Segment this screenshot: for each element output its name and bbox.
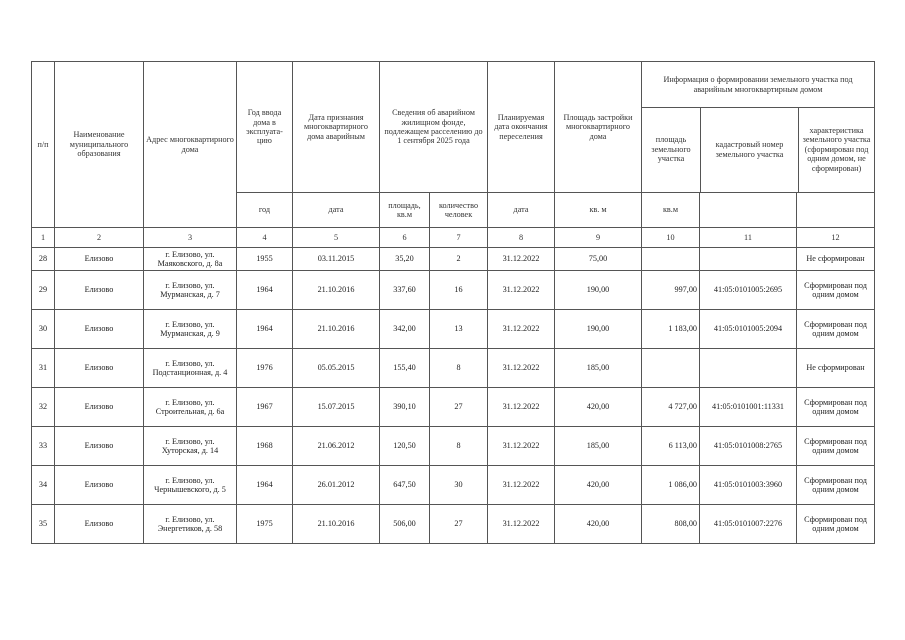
cell-land-area: 1 183,00	[642, 310, 700, 349]
cell-row-number: 33	[32, 427, 55, 466]
cell-emergency-date: 21.10.2016	[293, 310, 380, 349]
cell-municipality: Елизово	[55, 271, 144, 310]
cell-land-status: Сформирован под одним домом	[797, 427, 875, 466]
cell-municipality: Елизово	[55, 349, 144, 388]
header-land-plot-subcolumns	[642, 108, 874, 192]
cell-address: г. Елизово, ул. Подстанционная, д. 4	[144, 349, 237, 388]
cell-year-built: 1975	[237, 505, 293, 544]
cell-row-number: 31	[32, 349, 55, 388]
cell-year-built: 1968	[237, 427, 293, 466]
cell-emergency-date: 21.10.2016	[293, 271, 380, 310]
cell-building-area: 190,00	[555, 310, 642, 349]
table-row	[32, 388, 875, 427]
cell-row-number: 35	[32, 505, 55, 544]
cell-emergency-date: 03.11.2015	[293, 248, 380, 271]
column-number: 1	[32, 228, 55, 248]
cell-land-area	[642, 349, 700, 388]
column-number: 7	[430, 228, 488, 248]
cell-land-status: Не сформирован	[797, 349, 875, 388]
cell-year-built: 1964	[237, 271, 293, 310]
column-number-row	[32, 228, 875, 248]
cell-year-built: 1964	[237, 466, 293, 505]
table-row	[32, 271, 875, 310]
cell-address: г. Елизово, ул. Чернышевского, д. 5	[144, 466, 237, 505]
cell-people: 16	[430, 271, 488, 310]
cell-building-area: 185,00	[555, 349, 642, 388]
cell-planned-date: 31.12.2022	[488, 505, 555, 544]
cell-building-area: 420,00	[555, 505, 642, 544]
unit-year: год	[237, 193, 293, 228]
cell-area: 506,00	[380, 505, 430, 544]
unit-land-area: кв.м	[642, 193, 700, 228]
cell-land-area: 808,00	[642, 505, 700, 544]
cell-planned-date: 31.12.2022	[488, 427, 555, 466]
cell-row-number: 28	[32, 248, 55, 271]
cell-land-area: 997,00	[642, 271, 700, 310]
cell-area: 337,60	[380, 271, 430, 310]
unit-date: дата	[293, 193, 380, 228]
cell-year-built: 1964	[237, 310, 293, 349]
cell-emergency-date: 21.10.2016	[293, 505, 380, 544]
cell-land-status: Сформирован под одним домом	[797, 310, 875, 349]
cell-cadastral-number: 41:05:0101003:3960	[700, 466, 797, 505]
cell-year-built: 1976	[237, 349, 293, 388]
cell-municipality: Елизово	[55, 310, 144, 349]
unit-status-empty	[797, 193, 875, 228]
header-year-built: Год ввода дома в эксплуата-цию	[237, 62, 293, 193]
cell-address: г. Елизово, ул. Мурманская, д. 9	[144, 310, 237, 349]
column-number: 12	[797, 228, 875, 248]
cell-building-area: 185,00	[555, 427, 642, 466]
column-number: 9	[555, 228, 642, 248]
cell-land-status: Сформирован под одним домом	[797, 388, 875, 427]
cell-address: г. Елизово, ул. Строительная, д. 6а	[144, 388, 237, 427]
cell-municipality: Елизово	[55, 466, 144, 505]
cell-planned-date: 31.12.2022	[488, 248, 555, 271]
cell-land-status: Сформирован под одним домом	[797, 271, 875, 310]
cell-area: 155,40	[380, 349, 430, 388]
cell-address: г. Елизово, ул. Маяковского, д. 8а	[144, 248, 237, 271]
cell-cadastral-number: 41:05:0101005:2094	[700, 310, 797, 349]
cell-address: г. Елизово, ул. Мурманская, д. 7	[144, 271, 237, 310]
table-row	[32, 349, 875, 388]
cell-land-area: 6 113,00	[642, 427, 700, 466]
cell-cadastral-number: 41:05:0101007:2276	[700, 505, 797, 544]
housing-registry-table	[31, 61, 875, 544]
cell-cadastral-number: 41:05:0101008:2765	[700, 427, 797, 466]
cell-building-area: 190,00	[555, 271, 642, 310]
cell-planned-date: 31.12.2022	[488, 271, 555, 310]
header-emergency-date: Дата признания многоквартирного дома аварийным	[293, 62, 380, 193]
cell-municipality: Елизово	[55, 427, 144, 466]
cell-year-built: 1955	[237, 248, 293, 271]
cell-area: 390,10	[380, 388, 430, 427]
unit-planned-date: дата	[488, 193, 555, 228]
header-land-status: характеристика земельного участка (сформирован под одним домом, не сформирован)	[802, 125, 871, 173]
header-cadastral-number: кадастровый номер земельного участка	[701, 108, 799, 192]
unit-cadastral-empty	[700, 193, 797, 228]
cell-area: 342,00	[380, 310, 430, 349]
cell-people: 13	[430, 310, 488, 349]
cell-cadastral-number	[700, 248, 797, 271]
column-number: 8	[488, 228, 555, 248]
table-row	[32, 248, 875, 271]
unit-area: площадь, кв.м	[380, 193, 430, 228]
cell-building-area: 420,00	[555, 466, 642, 505]
cell-land-area: 1 086,00	[642, 466, 700, 505]
cell-municipality: Елизово	[55, 505, 144, 544]
unit-people: количество человек	[430, 193, 488, 228]
header-land-plot-title: Информация о формировании земельного участка под аварийным многоквартирным домом	[642, 63, 874, 108]
cell-land-status: Не сформирован	[797, 248, 875, 271]
cell-row-number: 30	[32, 310, 55, 349]
column-number: 4	[237, 228, 293, 248]
cell-address: г. Елизово, ул. Энергетиков, д. 58	[144, 505, 237, 544]
column-number: 3	[144, 228, 237, 248]
cell-people: 8	[430, 349, 488, 388]
cell-area: 647,50	[380, 466, 430, 505]
cell-emergency-date: 05.05.2015	[293, 349, 380, 388]
cell-row-number: 32	[32, 388, 55, 427]
cell-area: 120,50	[380, 427, 430, 466]
cell-building-area: 420,00	[555, 388, 642, 427]
cell-row-number: 29	[32, 271, 55, 310]
cell-land-status: Сформирован под одним домом	[797, 505, 875, 544]
cell-people: 2	[430, 248, 488, 271]
cell-emergency-date: 15.07.2015	[293, 388, 380, 427]
header-resettlement-info: Сведения об аварийном жилищном фонде, подлежащем расселению до 1 сентября 2025 года	[380, 62, 488, 193]
column-number: 10	[642, 228, 700, 248]
cell-year-built: 1967	[237, 388, 293, 427]
cell-people: 8	[430, 427, 488, 466]
column-number: 11	[700, 228, 797, 248]
header-municipality: Наименование муниципального образования	[55, 62, 144, 228]
cell-municipality: Елизово	[55, 388, 144, 427]
cell-people: 27	[430, 505, 488, 544]
table-row	[32, 505, 875, 544]
column-number: 5	[293, 228, 380, 248]
cell-people: 27	[430, 388, 488, 427]
cell-building-area: 75,00	[555, 248, 642, 271]
column-number: 2	[55, 228, 144, 248]
cell-land-area: 4 727,00	[642, 388, 700, 427]
header-planned-date: Планируемая дата окончания переселения	[488, 62, 555, 193]
header-land-area: площадь земельного участка	[642, 108, 701, 192]
cell-planned-date: 31.12.2022	[488, 349, 555, 388]
header-building-area: Площадь застройки многоквартирного дома	[555, 62, 642, 193]
cell-emergency-date: 21.06.2012	[293, 427, 380, 466]
unit-building-area: кв. м	[555, 193, 642, 228]
cell-row-number: 34	[32, 466, 55, 505]
cell-cadastral-number: 41:05:0101001:11331	[700, 388, 797, 427]
table-row	[32, 427, 875, 466]
cell-cadastral-number	[700, 349, 797, 388]
cell-planned-date: 31.12.2022	[488, 310, 555, 349]
table-row	[32, 466, 875, 505]
cell-land-area	[642, 248, 700, 271]
table-row	[32, 310, 875, 349]
cell-address: г. Елизово, ул. Хуторская, д. 14	[144, 427, 237, 466]
header-row-number: п/п	[32, 62, 55, 228]
header-address: Адрес многоквартирного дома	[144, 62, 237, 228]
cell-emergency-date: 26.01.2012	[293, 466, 380, 505]
column-number: 6	[380, 228, 430, 248]
cell-people: 30	[430, 466, 488, 505]
cell-planned-date: 31.12.2022	[488, 388, 555, 427]
cell-land-status: Сформирован под одним домом	[797, 466, 875, 505]
header-land-plot-info	[642, 62, 875, 193]
cell-area: 35,20	[380, 248, 430, 271]
cell-cadastral-number: 41:05:0101005:2695	[700, 271, 797, 310]
cell-municipality: Елизово	[55, 248, 144, 271]
cell-planned-date: 31.12.2022	[488, 466, 555, 505]
